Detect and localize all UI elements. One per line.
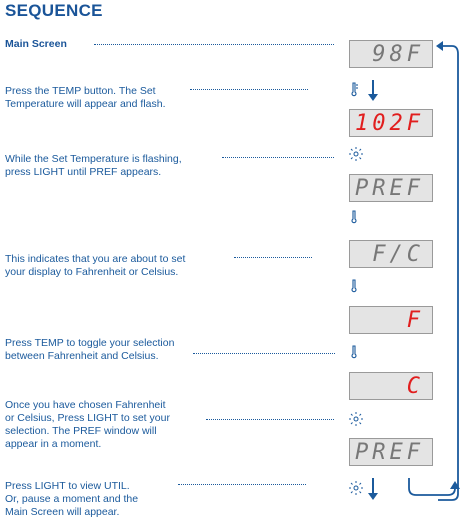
step-text-6: Press LIGHT to view UTIL. Or, pause a moment and the Main Screen will appear.	[5, 480, 139, 518]
step-text-1: Press the TEMP button. The Set Temperature will appear and flash.	[5, 85, 166, 110]
light-icon	[349, 412, 363, 426]
down-arrow-icon	[368, 478, 378, 500]
loop-arrow	[409, 478, 455, 495]
down-arrow-icon	[368, 80, 378, 101]
page-title: SEQUENCE	[5, 1, 103, 20]
thermometer-icon	[352, 83, 358, 96]
light-icon	[349, 147, 363, 161]
step-text-4: Press TEMP to toggle your selection between Fahrenheit and Celsius.	[5, 337, 175, 362]
return-arrow	[438, 46, 458, 500]
light-icon	[349, 481, 363, 495]
display-set-temperature: 102F	[349, 109, 433, 137]
display-pref-return: PREF	[349, 438, 433, 466]
thermometer-icon	[352, 346, 356, 358]
display-main-screen: 98F	[349, 40, 433, 68]
display-celsius: C	[349, 372, 433, 400]
thermometer-icon	[352, 280, 356, 292]
step-text-2: While the Set Temperature is flashing, press LIGHT until PREF appears.	[5, 153, 182, 178]
main-screen-label: Main Screen	[5, 38, 67, 50]
display-f-c: F/C	[349, 240, 433, 268]
display-pref: PREF	[349, 174, 433, 202]
step-text-5: Once you have chosen Fahrenheit or Celsius, Press LIGHT to set your selection. The PREF window will appear in a moment.	[5, 399, 170, 450]
step-text-3: This indicates that you are about to set your display to Fahrenheit or Celsius.	[5, 253, 186, 278]
thermometer-icon	[352, 211, 356, 223]
display-fahrenheit: F	[349, 306, 433, 334]
